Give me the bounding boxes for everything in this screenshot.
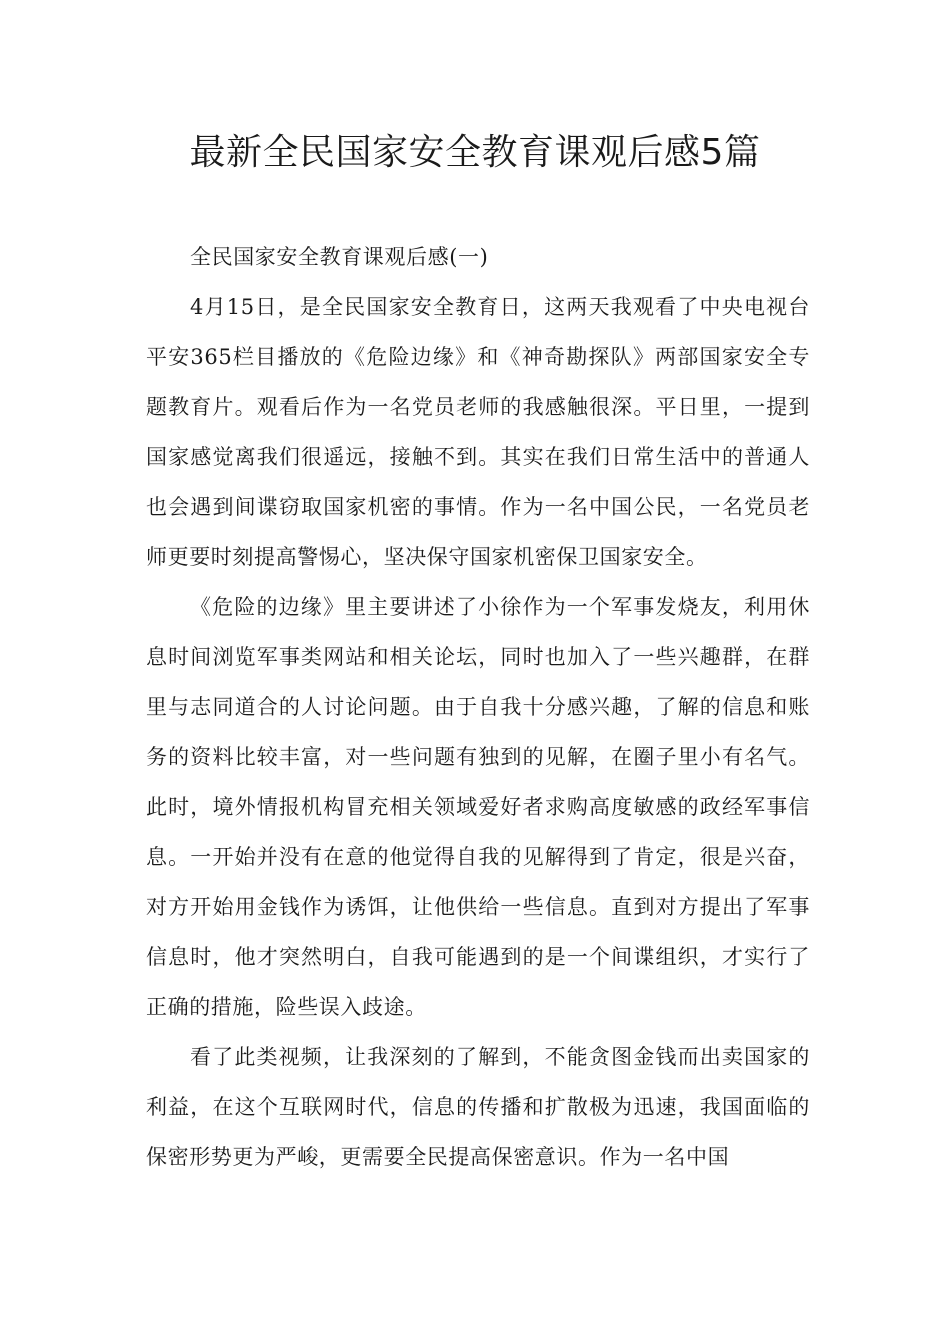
paragraph-1: 4月15日，是全民国家安全教育日，这两天我观看了中央电视台平安365栏目播放的《危险边缘》和《神奇勘探队》两部国家安全专题教育片。观看后作为一名党员老师的我感触很深。平日里，一提到国家感觉离我们很遥远，接触不到。其实在我们日常生活中的普通人也会遇到间谍窃取国家机密的事情。作为一名中国公民，一名党员老师更要时刻提高警惕心，坚决保守国家机密保卫国家安全。 [146, 295, 810, 569]
document-title: 最新全民国家安全教育课观后感5篇 [189, 132, 761, 173]
section-heading: 全民国家安全教育课观后感(一) [190, 245, 489, 269]
document-body [146, 232, 810, 1182]
paragraph-3: 看了此类视频，让我深刻的了解到，不能贪图金钱而出卖国家的利益，在这个互联网时代，信息的传播和扩散极为迅速，我国面临的保密形势更为严峻，更需要全民提高保密意识。作为一名中国 [146, 1045, 810, 1169]
paragraph-2: 《危险的边缘》里主要讲述了小徐作为一个军事发烧友，利用休息时间浏览军事类网站和相关论坛，同时也加入了一些兴趣群，在群里与志同道合的人讨论问题。由于自我十分感兴趣，了解的信息和账务的资料比较丰富，对一些问题有独到的见解，在圈子里小有名气。此时，境外情报机构冒充相关领域爱好者求购高度敏感的政经军事信息。一开始并没有在意的他觉得自我的见解得到了肯定，很是兴奋，对方开始用金钱作为诱饵，让他供给一些信息。直到对方提出了军事信息时，他才突然明白，自我可能遇到的是一个间谍组织，才实行了正确的措施，险些误入歧途。 [146, 595, 810, 1019]
